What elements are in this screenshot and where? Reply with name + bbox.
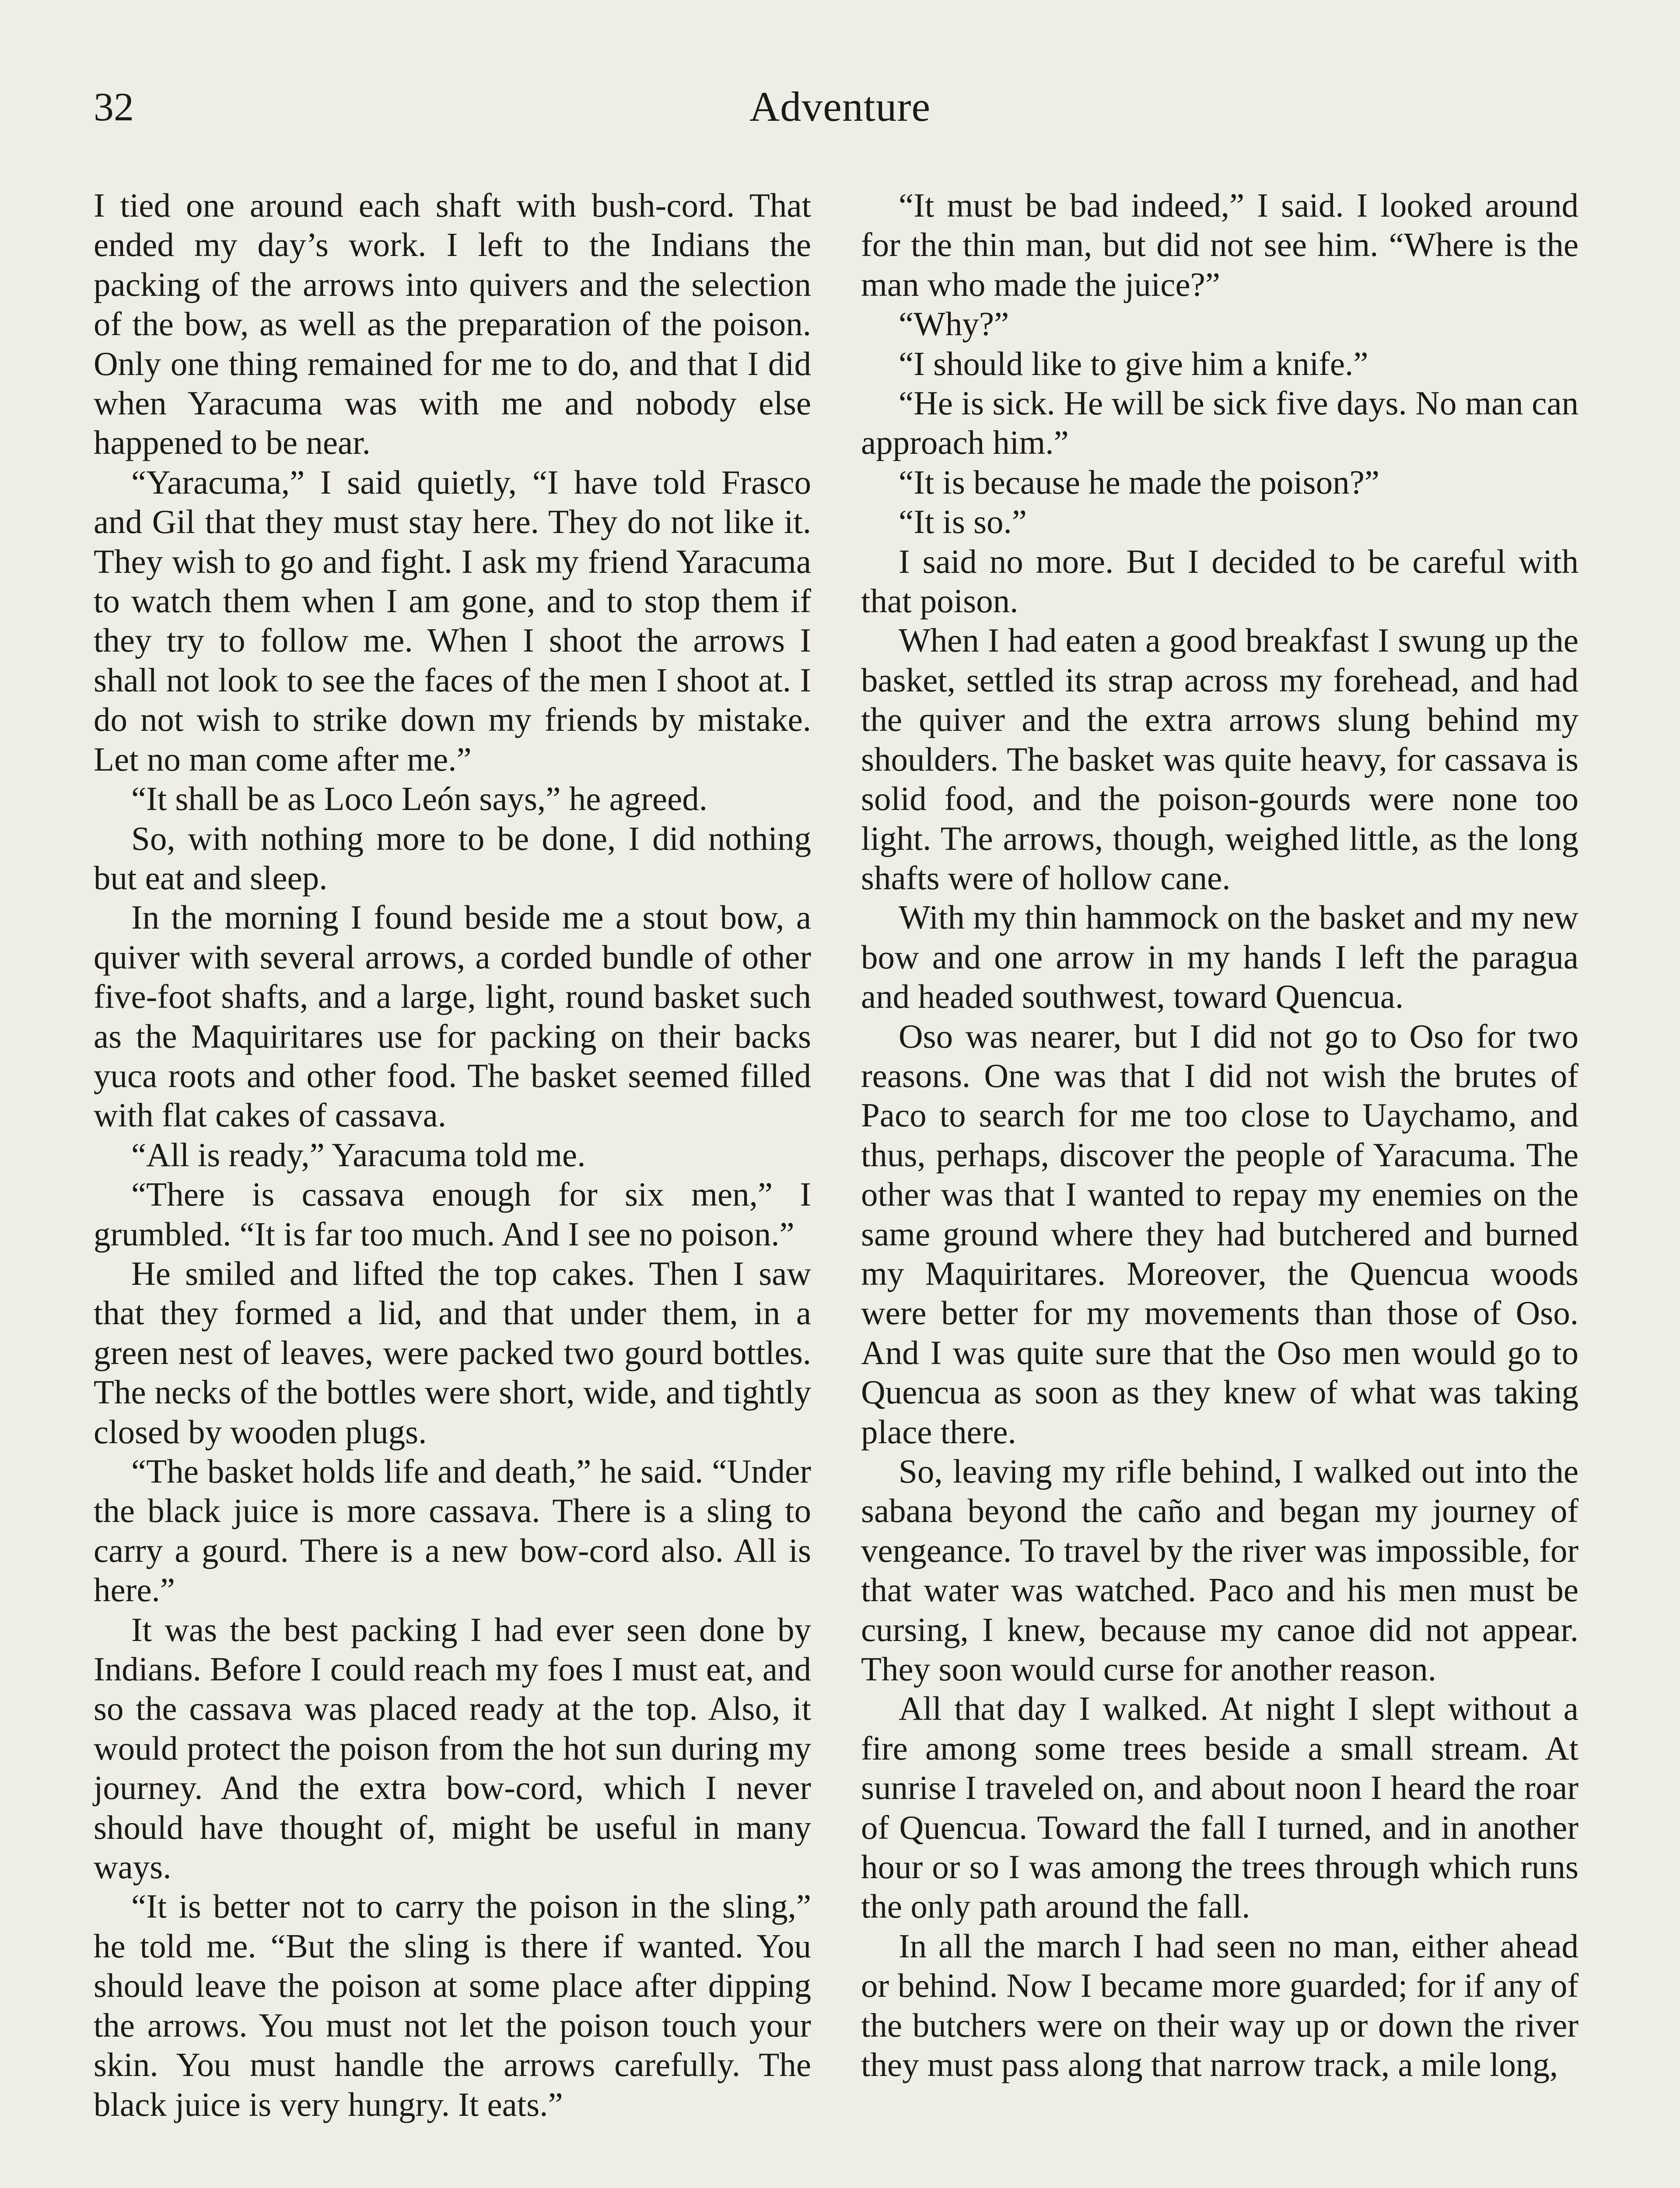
paragraph: “I should like to give him a knife.”: [899, 344, 1368, 382]
paragraph: So, with nothing more to be done, I did nothing but eat and sleep.: [94, 819, 811, 897]
paragraph: So, leaving my rifle behind, I walked out into the sabana beyond the caño and began my journey of vengeance. To travel by the river was impossible, for that water was watched. Paco and his men must be cursing, I knew, because my canoe did not appear. They soon would curse for another reason.: [861, 1452, 1578, 1688]
paragraph: “Why?”: [899, 305, 1009, 343]
paragraph: All that day I walked. At night I slept without a fire among some trees beside a small stream. At sunrise I traveled on, and about noon I heard the roar of Quencua. Toward the fall I turned, and in another hour or so I was among the trees through which runs the only path around the fall.: [861, 1690, 1578, 1925]
paragraph: When I had eaten a good breakfast I swung up the basket, settled its strap across my forehead, and had the quiver and the extra arrows slung behind my shoulders. The basket was quite heavy, for cassava is solid food, and the poison-gourds were none too light. The arrows, though, weighed little, as the long shafts were of hollow cane.: [861, 621, 1578, 897]
paragraph: It was the best packing I had ever seen done by Indians. Before I could reach my foes I must eat, and so the cassava was placed ready at the top. Also, it would protect the poison from the hot sun during my journey. And the extra bow-cord, which I never should have thought of, might be useful in many ways.: [94, 1610, 811, 1886]
paragraph: “It is better not to carry the poison in the sling,” he told me. “But the sling is there if wanted. You should leave the poison at some place after dipping the arrows. You must not let the poison touch your skin. You must handle the arrows carefully. The black juice is very hungry. It eats.”: [94, 1887, 811, 2123]
paragraph: “All is ready,” Yaracuma told me.: [131, 1136, 586, 1174]
page-number: 32: [94, 84, 134, 129]
paragraph: In the morning I found beside me a stout bow, a quiver with several arrows, a corded bundle of other five-foot shafts, and a large, light, round basket such as the Maquiritares use for packing on their backs yuca roots and other food. The basket seemed filled with flat cakes of cassava.: [94, 898, 811, 1134]
running-head: Adventure: [749, 83, 931, 130]
paragraph: Oso was nearer, but I did not go to Oso for two reasons. One was that I did not wish the brutes of Paco to search for me too close to Uaychamo, and thus, perhaps, discover the people of Yaracuma. The other was that I wanted to repay my enemies on the same ground where they had butchered and burned my Maquiritares. Moreover, the Quencua woods were better for my movements than those of Oso. And I was quite sure that the Oso men would go to Quencua as soon as they knew of what was taking place there.: [861, 1017, 1578, 1451]
paragraph: I tied one around each shaft with bush-cord. That ended my day’s work. I left to the Indians the packing of the arrows into quivers and the selection of the bow, as well as the preparation of the poison. Only one thing remained for me to do, and that I did when Yaracuma was with me and nobody else happened to be near.: [94, 186, 811, 462]
paragraph: In all the march I had seen no man, either ahead or behind. Now I became more guarded; for if any of the butchers were on their way up or down the river they must pass along that narrow track, a mile long,: [861, 1927, 1578, 2084]
paragraph: “There is cassava enough for six men,” I grumbled. “It is far too much. And I see no poison.”: [94, 1175, 811, 1253]
paragraph: I said no more. But I decided to be careful with that poison.: [861, 542, 1578, 620]
paragraph: With my thin hammock on the basket and my new bow and one arrow in my hands I left the paragua and headed southwest, toward Quencua.: [861, 898, 1578, 1016]
right-column: [861, 186, 1578, 2085]
paragraph: “He is sick. He will be sick five days. No man can approach him.”: [861, 384, 1578, 462]
paragraph: “It is so.”: [899, 503, 1027, 541]
paragraph: “Yaracuma,” I said quietly, “I have told Frasco and Gil that they must stay here. They do not like it. They wish to go and fight. I ask my friend Yaracuma to watch them when I am gone, and to stop them if they try to follow me. When I shoot the arrows I shall not look to see the faces of the men I shoot at. I do not wish to strike down my friends by mistake. Let no man come after me.”: [94, 463, 811, 778]
paragraph: “The basket holds life and death,” he said. “Under the black juice is more cassava. There is a sling to carry a gourd. There is a new bow-cord also. All is here.”: [94, 1452, 811, 1609]
left-column: [94, 186, 811, 2124]
paragraph: “It is because he made the poison?”: [899, 463, 1379, 501]
paragraph: He smiled and lifted the top cakes. Then I saw that they formed a lid, and that under them, in a green nest of leaves, were packed two gourd bottles. The necks of the bottles were short, wide, and tightly closed by wooden plugs.: [94, 1254, 811, 1451]
paragraph: “It shall be as Loco León says,” he agreed.: [131, 780, 708, 818]
paragraph: “It must be bad indeed,” I said. I looked around for the thin man, but did not see him. “Where is the man who made the juice?”: [861, 186, 1578, 303]
